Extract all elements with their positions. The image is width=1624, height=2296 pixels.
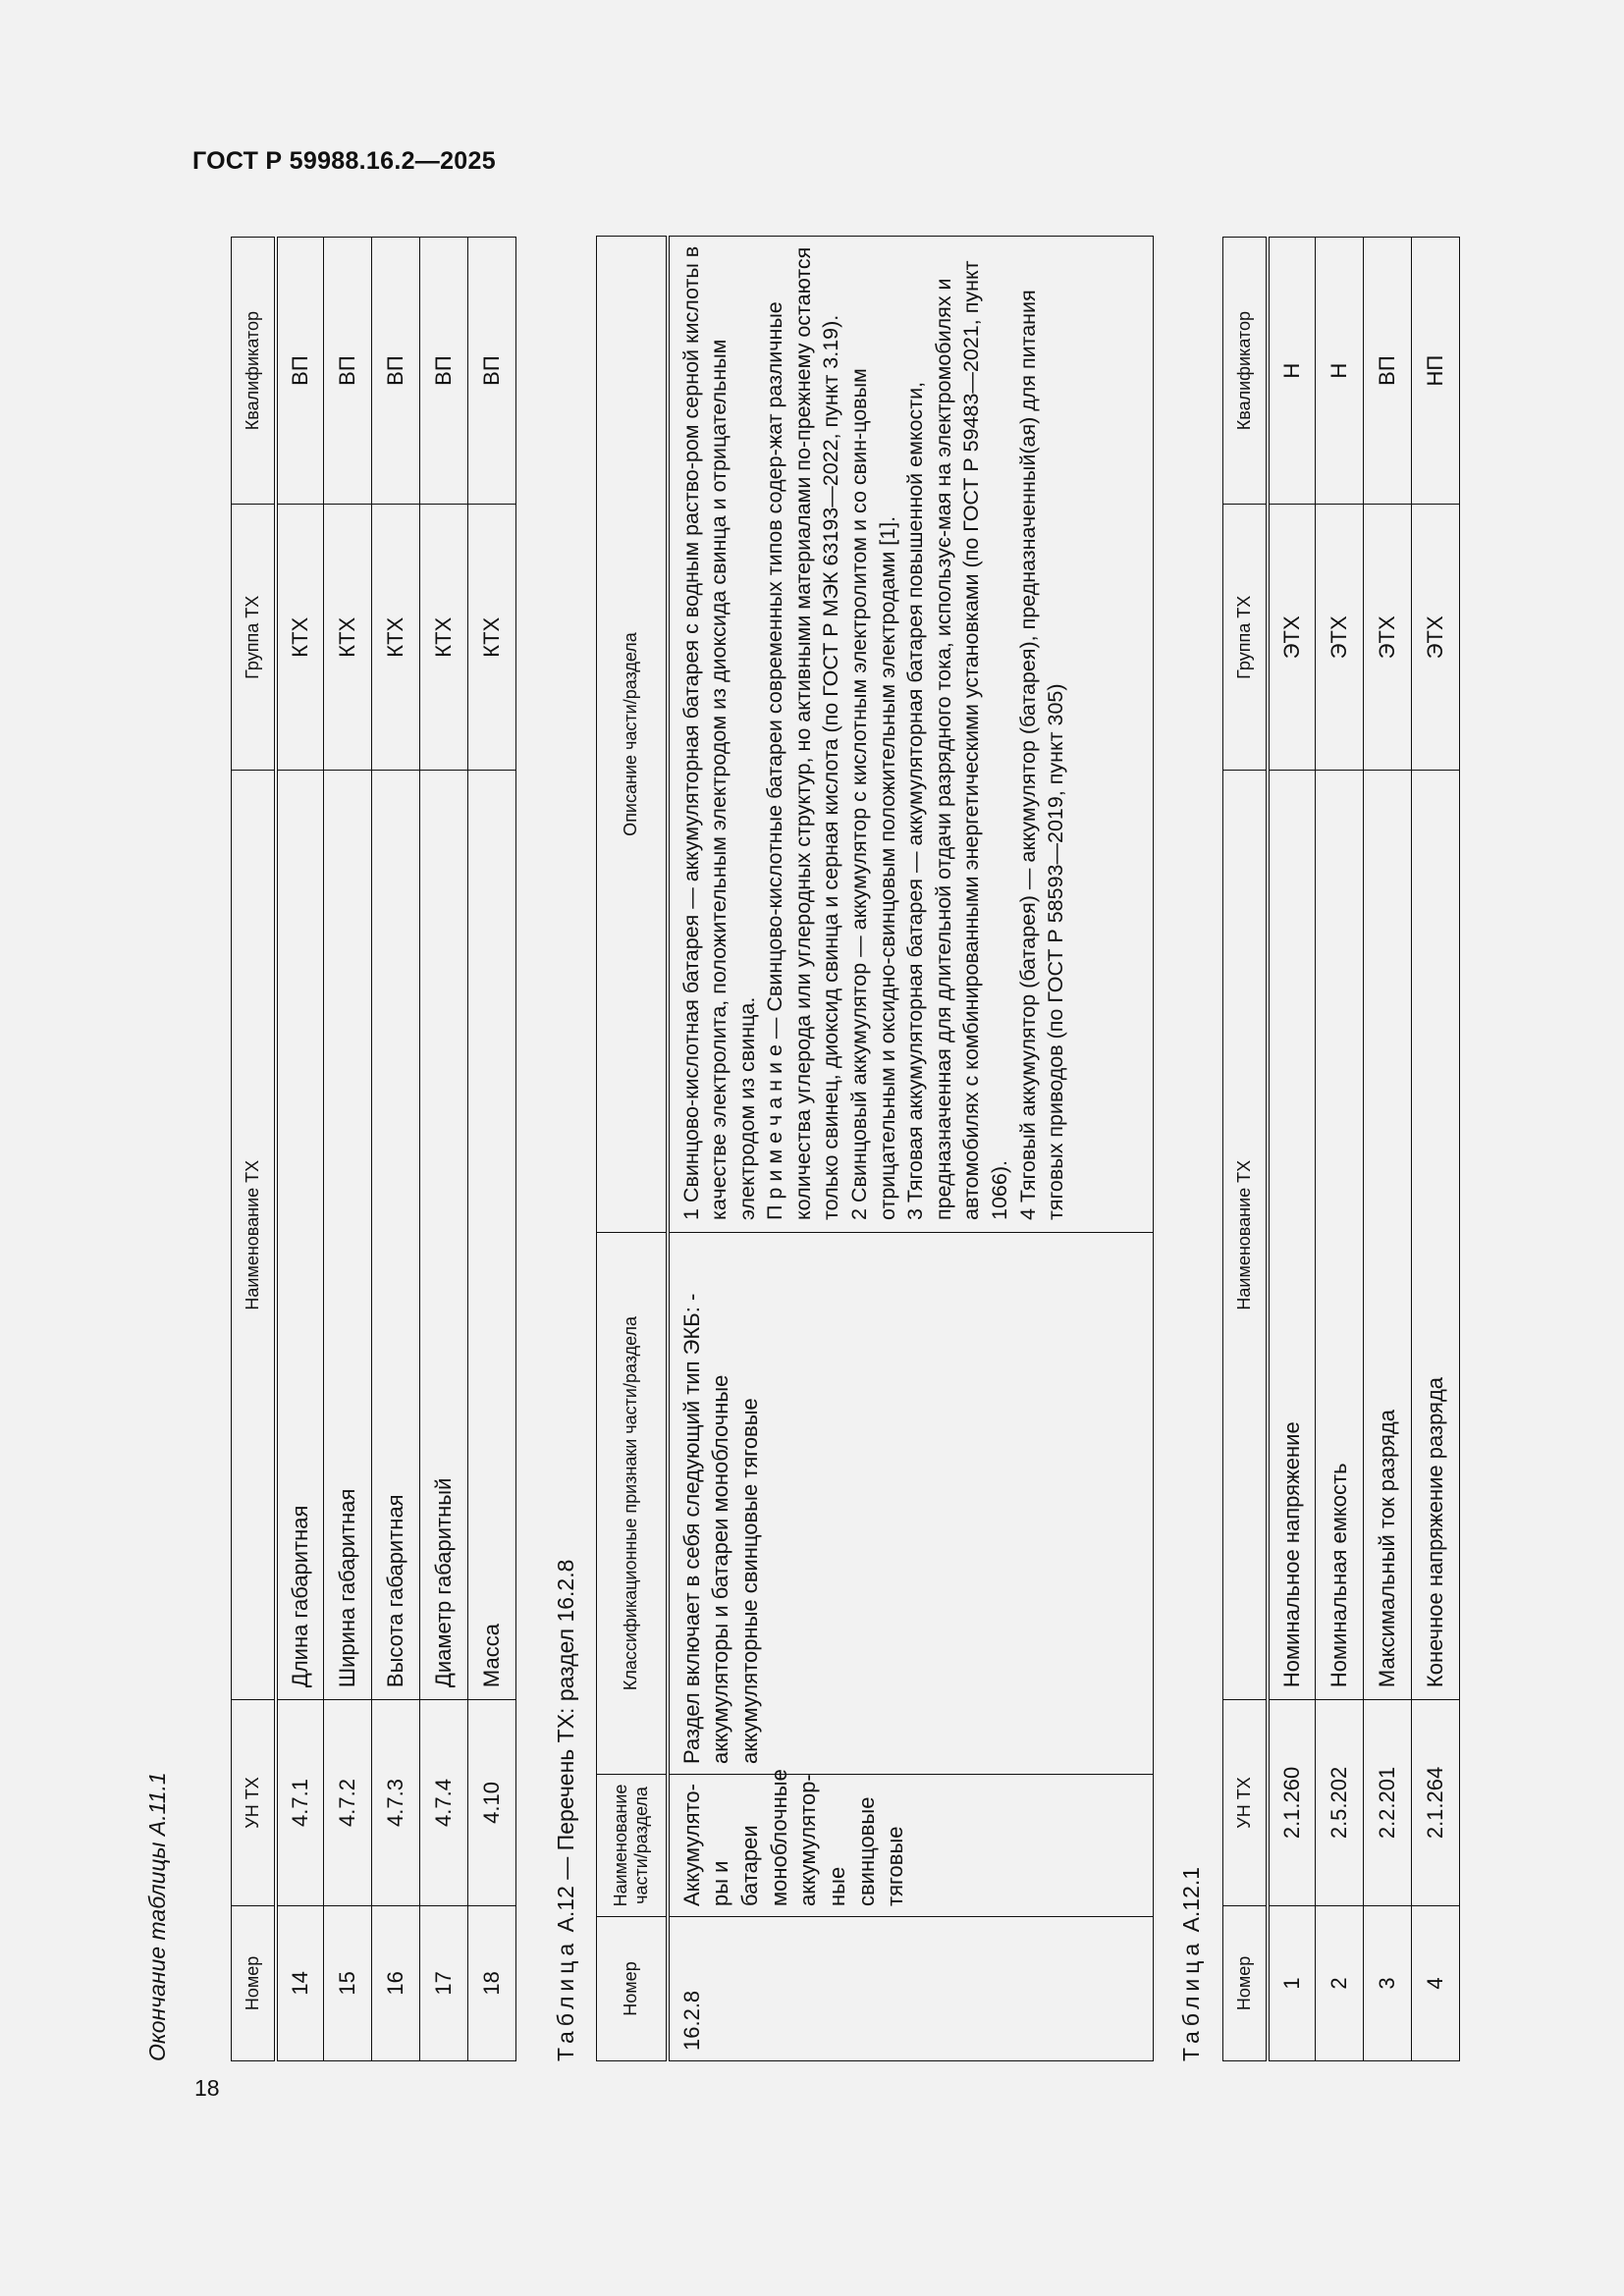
row-group: ЭТХ	[1412, 505, 1460, 771]
row-group: ЭТХ	[1268, 505, 1316, 771]
table-row	[1268, 238, 1316, 2061]
row-group: КТХ	[468, 505, 516, 771]
row-name: Номинальное напряжение	[1268, 771, 1316, 1700]
rotated-content	[144, 226, 1478, 2061]
row-qualifier: ВП	[420, 238, 468, 505]
row-name: Максимальный ток разряда	[1364, 771, 1412, 1700]
page-header-title: ГОСТ Р 59988.16.2—2025	[192, 147, 496, 175]
col-header-name: Наименование ТХ	[1223, 771, 1268, 1700]
row-code: 2.2.201	[1364, 1700, 1412, 1906]
row-code: 4.7.3	[372, 1700, 420, 1906]
table-a12-caption: Таблица А.12 — Перечень ТХ: раздел 16.2.8	[553, 1559, 578, 2061]
table-row	[1364, 238, 1412, 2061]
col-header-part-name: Наименование части/раздела	[597, 1775, 668, 1917]
table-a121	[1222, 237, 1460, 2061]
row-group: КТХ	[276, 505, 324, 771]
row-name: Масса	[468, 771, 516, 1700]
description-item: 3 Тяговая аккумуляторная батарея — аккумуляторная батарея повышенной емкости, предназначенная для длительной отдачи разрядного тока, использує-мая на электромобилях и автомобилях с комбинированными энергетическими установками (по ГОСТ Р 59483—2021, пункт 1066).	[903, 260, 1012, 1220]
description-item: 2 Свинцовый аккумулятор — аккумулятор с кислотным электролитом и со свин-цовым отрицательным и оксидно-свинцовым положительным электродами [1].	[847, 368, 899, 1220]
description-item: 1 Свинцово-кислотная батарея — аккумуляторная батарея с водным раство-ром серной кислоты в качестве электролита, положительным электродом из диоксида свинца и отрицательным электродом из свинца.	[678, 245, 759, 1220]
row-group: КТХ	[372, 505, 420, 771]
row-code: 4.7.1	[276, 1700, 324, 1906]
table-a12	[596, 236, 1154, 2061]
row-code: 2.1.264	[1412, 1700, 1460, 1906]
table-a11-caption: Окончание таблицы А.11.1	[144, 1772, 170, 2061]
col-header-description: Описание части/раздела	[597, 237, 668, 1233]
row-group: ЭТХ	[1364, 505, 1412, 771]
table-a12-header-row	[597, 237, 668, 2061]
row-qualifier: ВП	[276, 238, 324, 505]
row-number: 1	[1268, 1905, 1316, 2060]
row-code: 4.10	[468, 1700, 516, 1906]
row-group: КТХ	[420, 505, 468, 771]
row-qualifier: ВП	[1364, 238, 1412, 505]
row-part-name: Аккумулято-ры и батареи моноблочные аккумулятор-ные свинцовые тяговые	[668, 1775, 1154, 1917]
table-a11-header-row	[232, 238, 276, 2061]
row-number: 4	[1412, 1905, 1460, 2060]
page-number: 18	[194, 2075, 220, 2101]
description-note: П р и м е ч а н и е — Свинцово-кислотные батареи современных типов содер-жат различные количества углерода или углеродных структур, но активными материалами по-прежнему остаются только свинец, диоксид свинца и серная кислота (по ГОСТ Р МЭК 63193—2022, пункт 3.19).	[763, 246, 843, 1220]
table-a121-header-row	[1223, 238, 1268, 2061]
row-qualifier: Н	[1316, 238, 1364, 505]
row-name: Номинальная емкость	[1316, 771, 1364, 1700]
row-qualifier: ВП	[372, 238, 420, 505]
row-name: Конечное напряжение разряда	[1412, 771, 1460, 1700]
row-qualifier: ВП	[324, 238, 372, 505]
table-row	[372, 238, 420, 2061]
col-header-qualifier: Квалификатор	[232, 238, 276, 505]
table-a121-caption: Таблица А.12.1	[1178, 1866, 1204, 2061]
row-number: 18	[468, 1905, 516, 2060]
col-header-group: Группа ТХ	[232, 505, 276, 771]
col-header-group: Группа ТХ	[1223, 505, 1268, 771]
col-header-number: Номер	[597, 1917, 668, 2061]
col-header-code: УН ТХ	[1223, 1700, 1268, 1906]
row-qualifier: ВП	[468, 238, 516, 505]
row-code: 4.7.4	[420, 1700, 468, 1906]
row-number: 16	[372, 1905, 420, 2060]
table-row	[1412, 238, 1460, 2061]
row-number: 17	[420, 1905, 468, 2060]
row-name: Высота габаритная	[372, 771, 420, 1700]
row-group: ЭТХ	[1316, 505, 1364, 771]
table-row	[276, 238, 324, 2061]
table-row	[324, 238, 372, 2061]
row-number: 2	[1316, 1905, 1364, 2060]
row-code: 2.1.260	[1268, 1700, 1316, 1906]
row-name: Длина габаритная	[276, 771, 324, 1700]
table-row	[420, 238, 468, 2061]
col-header-name: Наименование ТХ	[232, 771, 276, 1700]
row-name: Диаметр габаритный	[420, 771, 468, 1700]
table-row	[1316, 238, 1364, 2061]
table-row	[668, 237, 1154, 2061]
row-qualifier: Н	[1268, 238, 1316, 505]
row-name: Ширина габаритная	[324, 771, 372, 1700]
description-item: 4 Тяговый аккумулятор (батарея) — аккумулятор (батарея), предназначенный(ая) для питания тяговых приводов (по ГОСТ Р 58593—2019, пункт 305)	[1015, 290, 1068, 1220]
row-number: 16.2.8	[668, 1917, 1154, 2061]
col-header-qualifier: Квалификатор	[1223, 238, 1268, 505]
row-code: 4.7.2	[324, 1700, 372, 1906]
row-group: КТХ	[324, 505, 372, 771]
col-header-number: Номер	[232, 1905, 276, 2060]
row-number: 15	[324, 1905, 372, 2060]
row-number: 14	[276, 1905, 324, 2060]
col-header-code: УН ТХ	[232, 1700, 276, 1906]
row-description	[668, 237, 1154, 1233]
col-header-number: Номер	[1223, 1905, 1268, 2060]
row-qualifier: НП	[1412, 238, 1460, 505]
col-header-features: Классификационные признаки части/раздела	[597, 1233, 668, 1775]
table-a11	[231, 237, 516, 2061]
row-number: 3	[1364, 1905, 1412, 2060]
table-row	[468, 238, 516, 2061]
row-code: 2.5.202	[1316, 1700, 1364, 1906]
row-features: Раздел включает в себя следующий тип ЭКБ: - аккумуляторы и батареи моноблочные аккумуляторные свинцовые тяговые	[668, 1233, 1154, 1775]
